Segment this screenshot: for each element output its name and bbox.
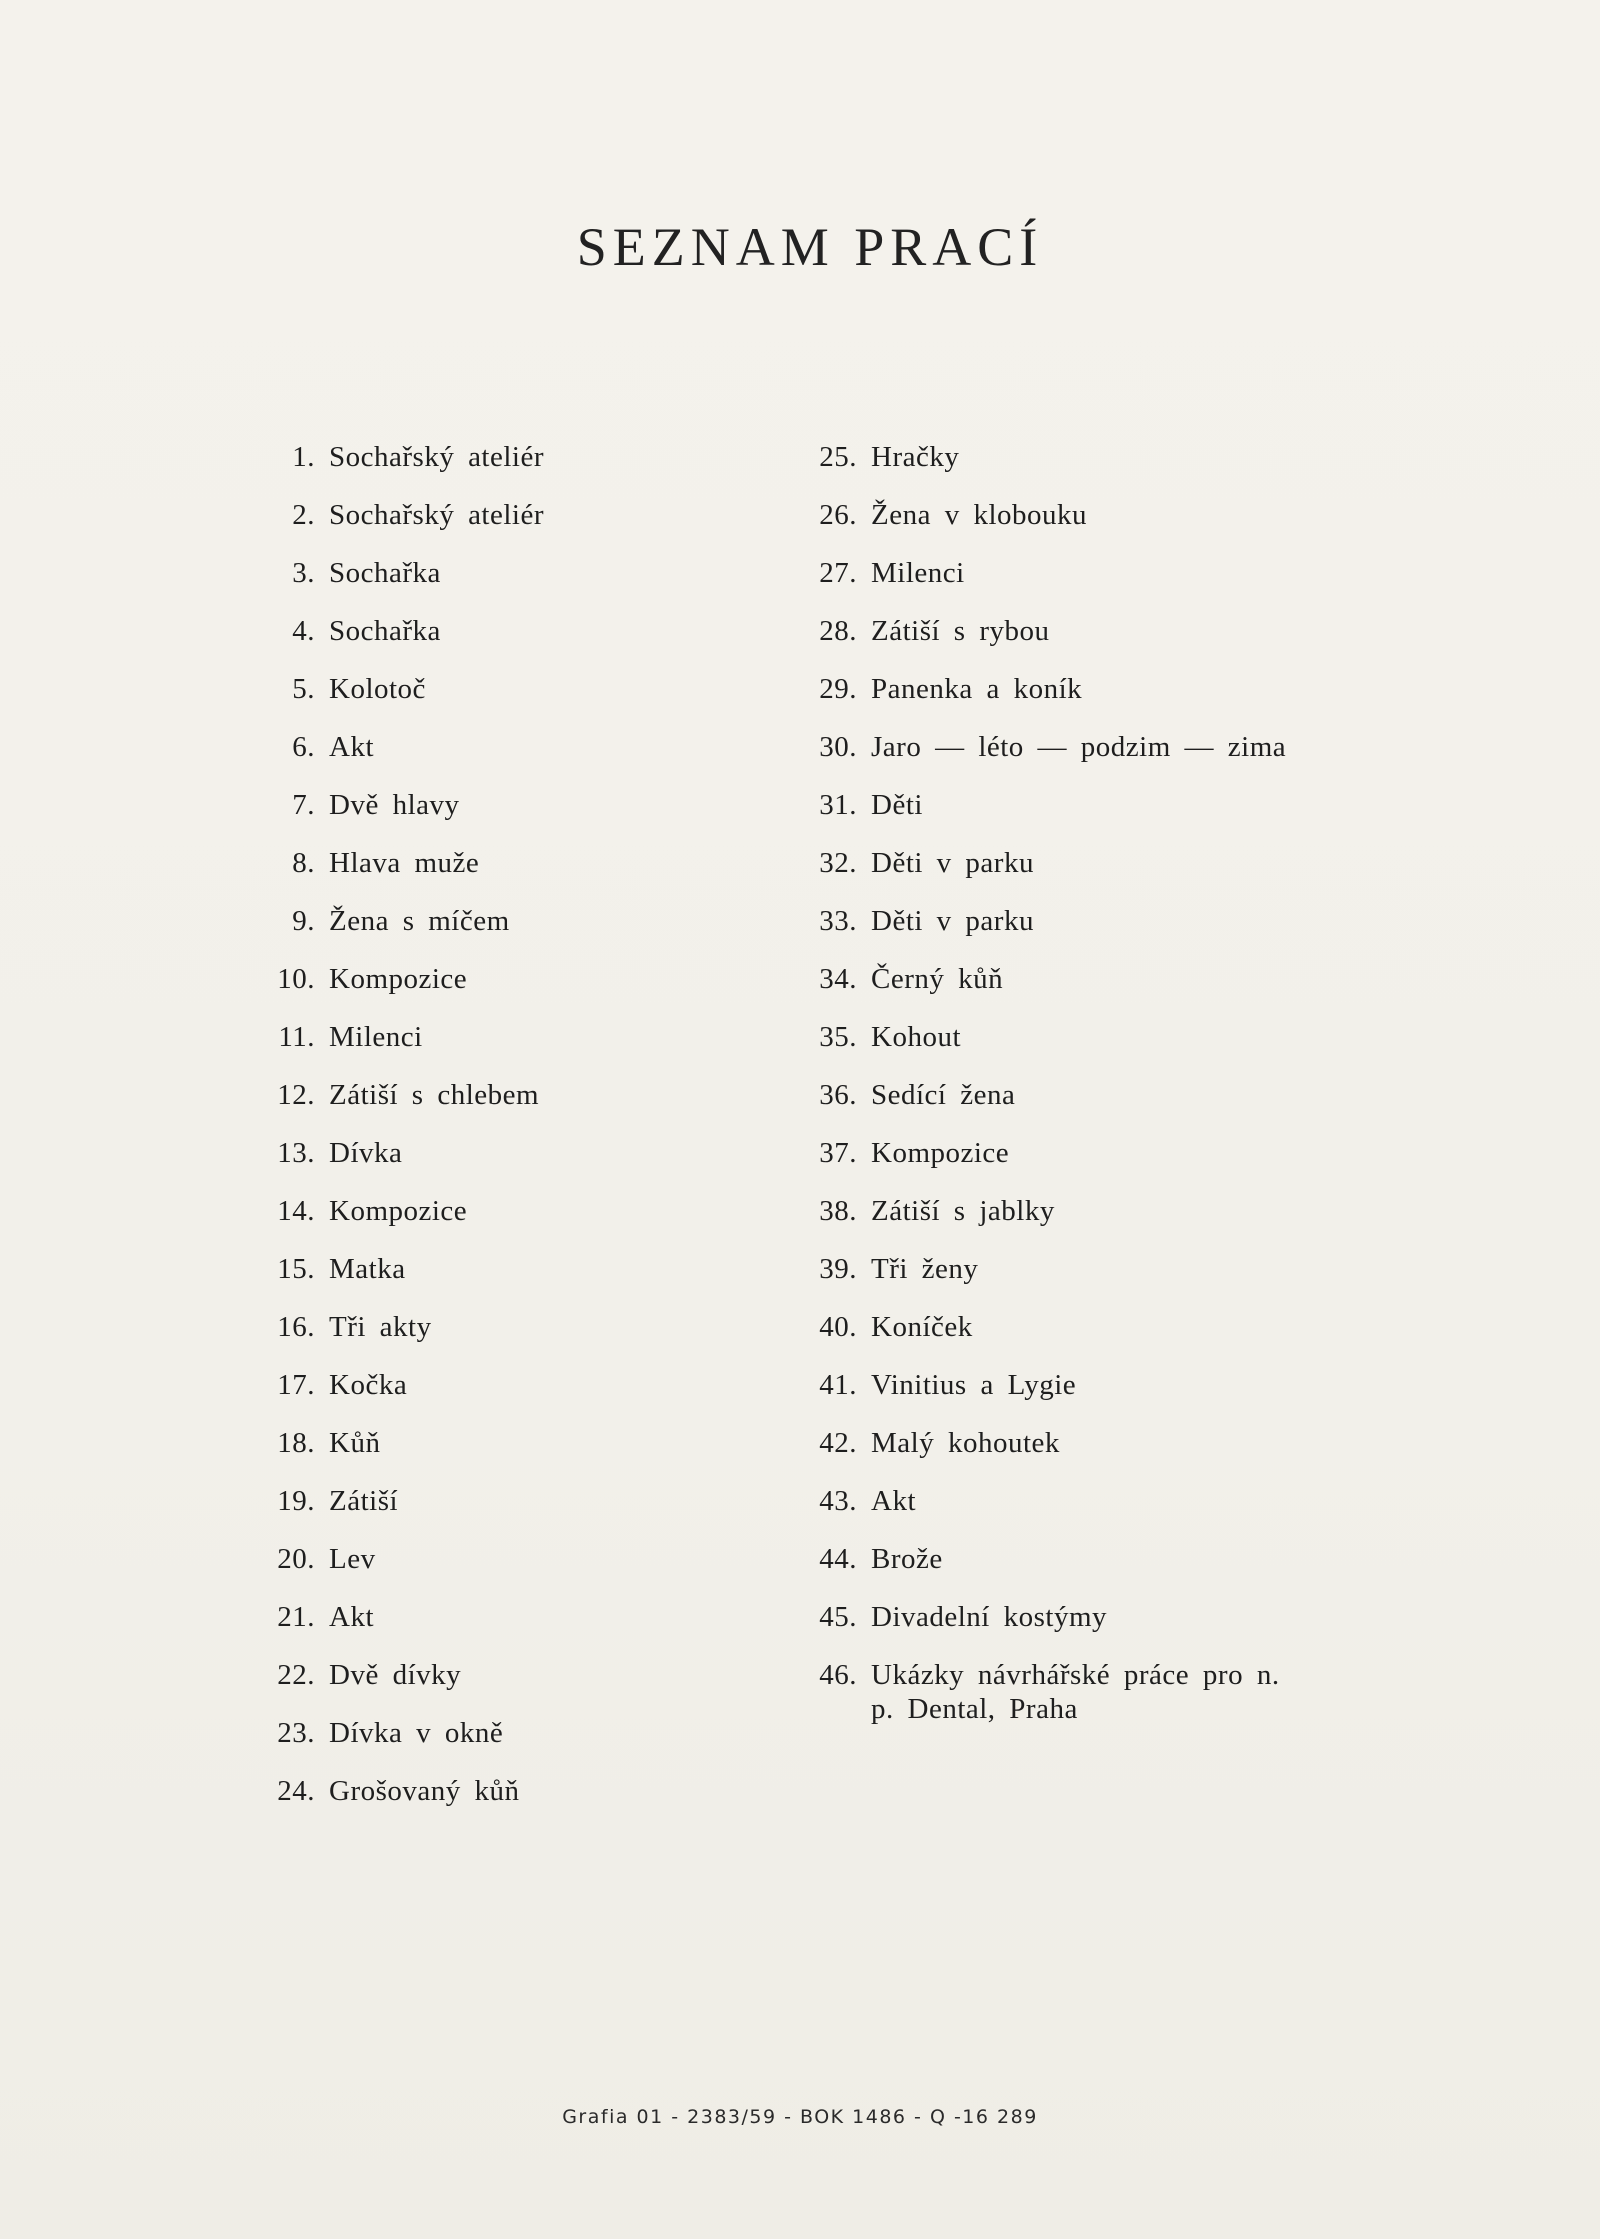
item-number: 39. — [819, 1253, 857, 1285]
list-item — [230, 1252, 544, 1310]
item-number: 11. — [278, 1021, 315, 1053]
works-list-right — [772, 440, 1291, 1725]
list-item — [772, 1600, 1291, 1658]
list-item — [772, 1426, 1291, 1484]
item-number: 30. — [819, 731, 857, 763]
item-label: Hlava muže — [329, 847, 480, 879]
list-item — [772, 788, 1291, 846]
item-label: Děti v parku — [871, 905, 1034, 937]
item-number: 10. — [277, 963, 315, 995]
list-item — [230, 846, 544, 904]
item-label: Žena v klobouku — [871, 499, 1088, 531]
item-number: 21. — [277, 1601, 315, 1633]
item-number: 23. — [277, 1717, 315, 1749]
item-label: Tři akty — [329, 1311, 432, 1343]
item-number: 34. — [819, 963, 857, 995]
item-label: Zátiší — [329, 1485, 399, 1517]
item-label: Sochařský ateliér — [329, 441, 545, 473]
item-number: 6. — [292, 731, 315, 763]
item-label: Akt — [871, 1485, 916, 1517]
list-item — [772, 1368, 1291, 1426]
item-label: Milenci — [871, 557, 965, 589]
item-label: Sochařka — [329, 557, 441, 589]
list-item — [230, 1136, 544, 1194]
item-label: Vinitius a Lygie — [871, 1369, 1077, 1401]
list-item — [230, 440, 544, 498]
item-label: Zátiší s chlebem — [329, 1079, 540, 1111]
item-label: Akt — [329, 1601, 374, 1633]
item-number: 46. — [819, 1659, 857, 1691]
list-item — [772, 1020, 1291, 1078]
list-item — [230, 730, 544, 788]
list-item — [230, 1600, 544, 1658]
item-number: 36. — [819, 1079, 857, 1111]
item-number: 12. — [277, 1079, 315, 1111]
list-item — [772, 730, 1291, 788]
item-label: Kompozice — [871, 1137, 1010, 1169]
item-label: Ukázky návrhářské práce pro n. p. Dental, Praha — [871, 1659, 1280, 1725]
item-number: 24. — [277, 1775, 315, 1807]
list-item — [230, 1484, 544, 1542]
list-item — [230, 1020, 544, 1078]
printer-imprint: Grafia 01 - 2383/59 - BOK 1486 - Q -16 289 — [562, 2106, 1038, 2128]
list-item — [772, 440, 1291, 498]
list-item — [772, 498, 1291, 556]
item-number: 4. — [292, 615, 315, 647]
list-item — [230, 1310, 544, 1368]
list-item — [230, 1078, 544, 1136]
list-item — [230, 556, 544, 614]
item-number: 26. — [819, 499, 857, 531]
item-number: 3. — [292, 557, 315, 589]
item-label: Zátiší s rybou — [871, 615, 1050, 647]
list-item — [230, 1368, 544, 1426]
item-number: 7. — [292, 789, 315, 821]
list-item — [772, 1310, 1291, 1368]
item-number: 5. — [292, 673, 315, 705]
list-item — [772, 962, 1291, 1020]
item-label: Dvě hlavy — [329, 789, 460, 821]
item-number: 13. — [277, 1137, 315, 1169]
item-number: 31. — [819, 789, 857, 821]
list-item — [230, 1774, 544, 1832]
item-number: 16. — [277, 1311, 315, 1343]
list-item — [772, 846, 1291, 904]
item-label: Sochařský ateliér — [329, 499, 545, 531]
list-item — [230, 1542, 544, 1600]
item-label: Děti v parku — [871, 847, 1034, 879]
item-number: 27. — [819, 557, 857, 589]
item-label: Matka — [329, 1253, 406, 1285]
item-number: 19. — [277, 1485, 315, 1517]
item-number: 17. — [277, 1369, 315, 1401]
item-label: Kočka — [329, 1369, 408, 1401]
item-label: Kůň — [329, 1427, 381, 1459]
list-item — [772, 1194, 1291, 1252]
item-label: Koníček — [871, 1311, 973, 1343]
item-number: 35. — [819, 1021, 857, 1053]
list-item — [230, 614, 544, 672]
item-label: Žena s míčem — [329, 905, 510, 937]
item-number: 37. — [819, 1137, 857, 1169]
item-number: 33. — [819, 905, 857, 937]
list-item — [772, 1078, 1291, 1136]
list-item — [230, 1716, 544, 1774]
item-label: Grošovaný kůň — [329, 1775, 520, 1807]
list-item — [230, 1194, 544, 1252]
item-number: 32. — [819, 847, 857, 879]
item-number: 1. — [292, 441, 315, 473]
list-item — [230, 1658, 544, 1716]
item-label: Divadelní kostýmy — [871, 1601, 1108, 1633]
item-number: 41. — [819, 1369, 857, 1401]
item-number: 22. — [277, 1659, 315, 1691]
item-label: Jaro — léto — podzim — zima — [871, 731, 1287, 763]
item-number: 14. — [277, 1195, 315, 1227]
item-label: Sedící žena — [871, 1079, 1016, 1111]
item-number: 9. — [292, 905, 315, 937]
item-label: Tři ženy — [871, 1253, 979, 1285]
item-number: 2. — [292, 499, 315, 531]
item-number: 40. — [819, 1311, 857, 1343]
list-item — [230, 672, 544, 730]
list-item — [772, 1484, 1291, 1542]
item-number: 28. — [819, 615, 857, 647]
item-label: Dívka v okně — [329, 1717, 504, 1749]
list-item — [772, 1542, 1291, 1600]
item-label: Zátiší s jablky — [871, 1195, 1055, 1227]
item-number: 25. — [819, 441, 857, 473]
item-label: Malý kohoutek — [871, 1427, 1060, 1459]
item-label: Děti — [871, 789, 923, 821]
list-item — [230, 1426, 544, 1484]
list-item — [772, 1658, 1291, 1725]
item-label: Dvě dívky — [329, 1659, 462, 1691]
item-label: Panenka a koník — [871, 673, 1083, 705]
list-item — [772, 1136, 1291, 1194]
item-number: 20. — [277, 1543, 315, 1575]
item-number: 44. — [819, 1543, 857, 1575]
list-item — [772, 672, 1291, 730]
item-number: 42. — [819, 1427, 857, 1459]
item-label: Sochařka — [329, 615, 441, 647]
list-item — [230, 788, 544, 846]
item-label: Lev — [329, 1543, 376, 1575]
list-item — [230, 904, 544, 962]
item-label: Kompozice — [329, 1195, 468, 1227]
item-number: 38. — [819, 1195, 857, 1227]
page-title: SEZNAM PRACÍ — [576, 217, 1044, 278]
item-label: Černý kůň — [871, 963, 1004, 995]
list-item — [230, 498, 544, 556]
item-label: Dívka — [329, 1137, 403, 1169]
item-label: Kohout — [871, 1021, 961, 1053]
item-number: 45. — [819, 1601, 857, 1633]
list-item — [772, 556, 1291, 614]
item-label: Milenci — [329, 1021, 423, 1053]
item-number: 15. — [277, 1253, 315, 1285]
list-item — [230, 962, 544, 1020]
item-label: Kolotoč — [329, 673, 426, 705]
item-number: 29. — [819, 673, 857, 705]
item-number: 8. — [292, 847, 315, 879]
item-number: 18. — [277, 1427, 315, 1459]
list-item — [772, 904, 1291, 962]
item-label: Akt — [329, 731, 374, 763]
item-label: Kompozice — [329, 963, 468, 995]
item-label: Hračky — [871, 441, 960, 473]
item-number: 43. — [819, 1485, 857, 1517]
works-list-left — [230, 440, 544, 1832]
item-label: Brože — [871, 1543, 943, 1575]
list-item — [772, 1252, 1291, 1310]
list-item — [772, 614, 1291, 672]
